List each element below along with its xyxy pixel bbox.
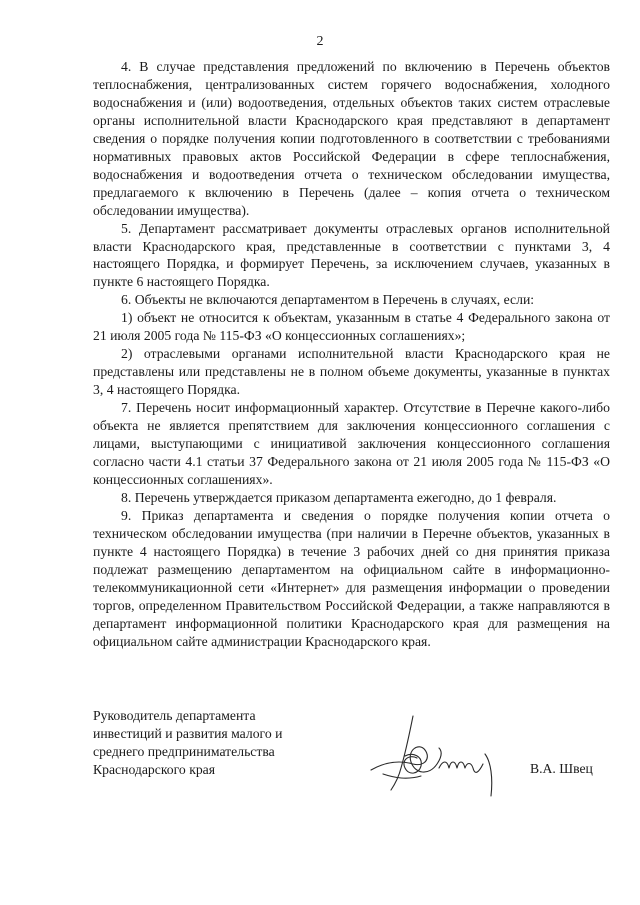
signatory-title [93, 707, 333, 779]
document-body [93, 58, 610, 650]
paragraph-9: 9. Приказ департамента и сведения о порядке получения копии отчета о техническом обследовании имущества (при наличии в Перечне объектов, указанных в пункте 4 настоящего Порядка) в течение 3 рабочих дней со дня принятия приказа подлежат размещению департаментом на официальном сайте в информационно-телекоммуникационной сети «Интернет» для размещения информации о проведении торгов, определенном Правительством Российской Федерации, а также направляются в департамент информационной политики Краснодарского края для размещения на официальном сайте администрации Краснодарского края. [93, 507, 610, 649]
signatory-title-line: Руководитель департамента [93, 708, 256, 723]
paragraph-6: 6. Объекты не включаются департаментом в Перечень в случаях, если: [121, 292, 535, 308]
page-number: 2 [316, 34, 324, 49]
handwritten-signature [365, 706, 505, 806]
signatory-title-line: среднего предпринимательства [93, 744, 275, 759]
paragraph-8: 8. Перечень утверждается приказом департамента ежегодно, до 1 февраля. [121, 489, 557, 505]
paragraph-6-item-2: 2) отраслевыми органами исполнительной власти Краснодарского края не представлены или представлены не в полном объеме документы, указанные в пунктах 3, 4 настоящего Порядка. [93, 346, 610, 398]
paragraph-4: 4. В случае представления предложений по включению в Перечень объектов теплоснабжения, централизованных систем горячего водоснабжения, холодного водоснабжения и (или) водоотведения, отдельных объектов таких систем отраслевые органы исполнительной власти Краснодарского края представляют в департамент сведения о порядке получения копии подготовленного в соответствии с требованиями нормативных правовых актов Российской Федерации в сфере теплоснабжения, водоснабжения и водоотведения отчета о техническом обследовании имущества, предлагаемого к включению в Перечень (далее – копия отчета о техническом обследовании имущества). [93, 59, 610, 218]
signatory-title-line: Краснодарского края [93, 762, 216, 777]
paragraph-5: 5. Департамент рассматривает документы отраслевых органов исполнительной власти Краснодарского края, представленные в соответствии с пунктами 3, 4 настоящего Порядка, и формирует Перечень, за исключением случаев, указанных в пункте 6 настоящего Порядка. [93, 220, 610, 290]
paragraph-7: 7. Перечень носит информационный характер. Отсутствие в Перечне какого-либо объекта не является препятствием для заключения концессионного соглашения с лицами, выступающими с инициативой заключения концессионного соглашения согласно части 4.1 статьи 37 Федерального закона от 21 июля 2005 года № 115-ФЗ «О концессионных соглашениях». [93, 400, 610, 487]
signatory-title-line: инвестиций и развития малого и [93, 726, 283, 741]
paragraph-6-item-1: 1) объект не относится к объектам, указанным в статье 4 Федерального закона от 21 июля 2005 года № 115-ФЗ «О концессионных соглашениях»; [93, 310, 610, 344]
signatory-name: В.А. Швец [530, 761, 593, 776]
